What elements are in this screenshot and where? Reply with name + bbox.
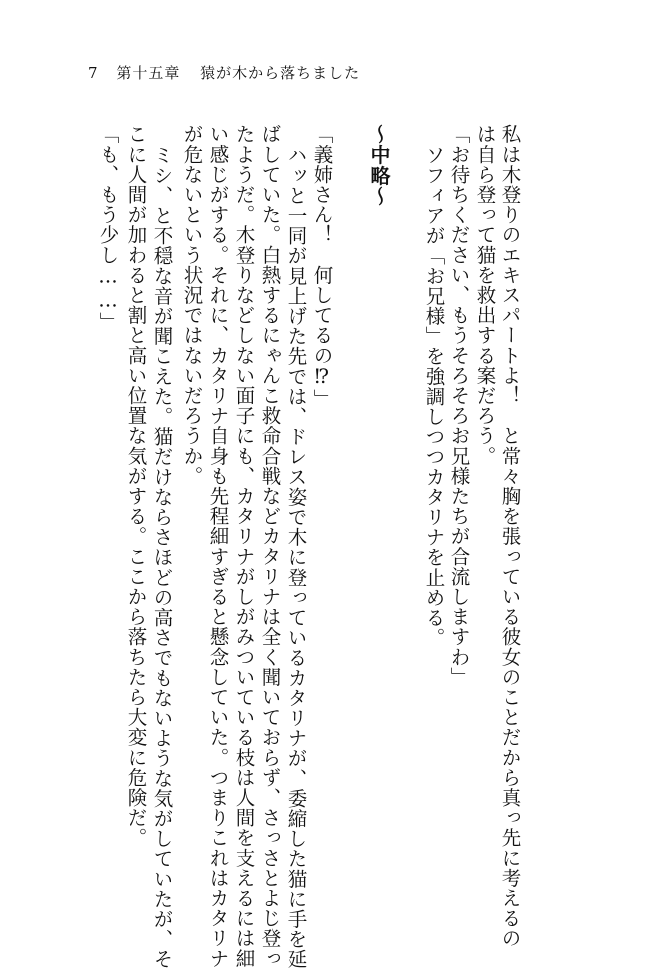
text-column: は自ら登って猫を救出する案だろう。 bbox=[473, 124, 497, 466]
text-column: 「義姉さん！ 何してるの⁉」 bbox=[310, 124, 334, 409]
text-column: 「お待ちください、もうそろそろお兄様たちが合流しますわ」 bbox=[447, 124, 471, 687]
text-column: が危ないという状況ではないだろうか。 bbox=[180, 124, 204, 486]
omission-marker: 〜中略〜 bbox=[367, 124, 391, 207]
chapter-number: 第十五章 bbox=[116, 64, 181, 82]
text-column: たようだ。木登りなどしない面子にも、カタリナがしがみついている枝は人間を支えるには細 bbox=[232, 124, 256, 969]
text-column: 私は木登りのエキスパートよ！ と常々胸を張っている彼女のことだから真っ先に考えるの bbox=[498, 124, 522, 949]
text-column: 「も、もう少し……」 bbox=[96, 124, 120, 332]
page-number: 7 bbox=[88, 64, 99, 82]
text-column: ばしていた。白熱するにゃんこ救命合戦などカタリナは全く聞いておらず、さっさとよじ登っ bbox=[258, 124, 282, 969]
chapter-title: 猿が木から落ちました bbox=[200, 64, 361, 82]
text-column: ソフィアが「お兄様」を強調しつつカタリナを止める。 bbox=[422, 145, 446, 648]
text-column: い感じがする。それに、カタリナ自身も先程細すぎると懸念していた。つまりこれはカタリナ bbox=[206, 124, 230, 969]
text-column: ミシ、と不穏な音が聞こえた。猫だけならさほどの高さでもないような気がしていたが、そ bbox=[150, 145, 174, 969]
text-column: ハッと一同が見上げた先では、ドレス姿で木に登っているカタリナが、委縮した猫に手を延 bbox=[284, 145, 308, 969]
running-header bbox=[88, 62, 360, 83]
text-column: こに人間が加わると割と高い位置な気がする。ここから落ちたら大変に危険だ。 bbox=[124, 124, 148, 848]
